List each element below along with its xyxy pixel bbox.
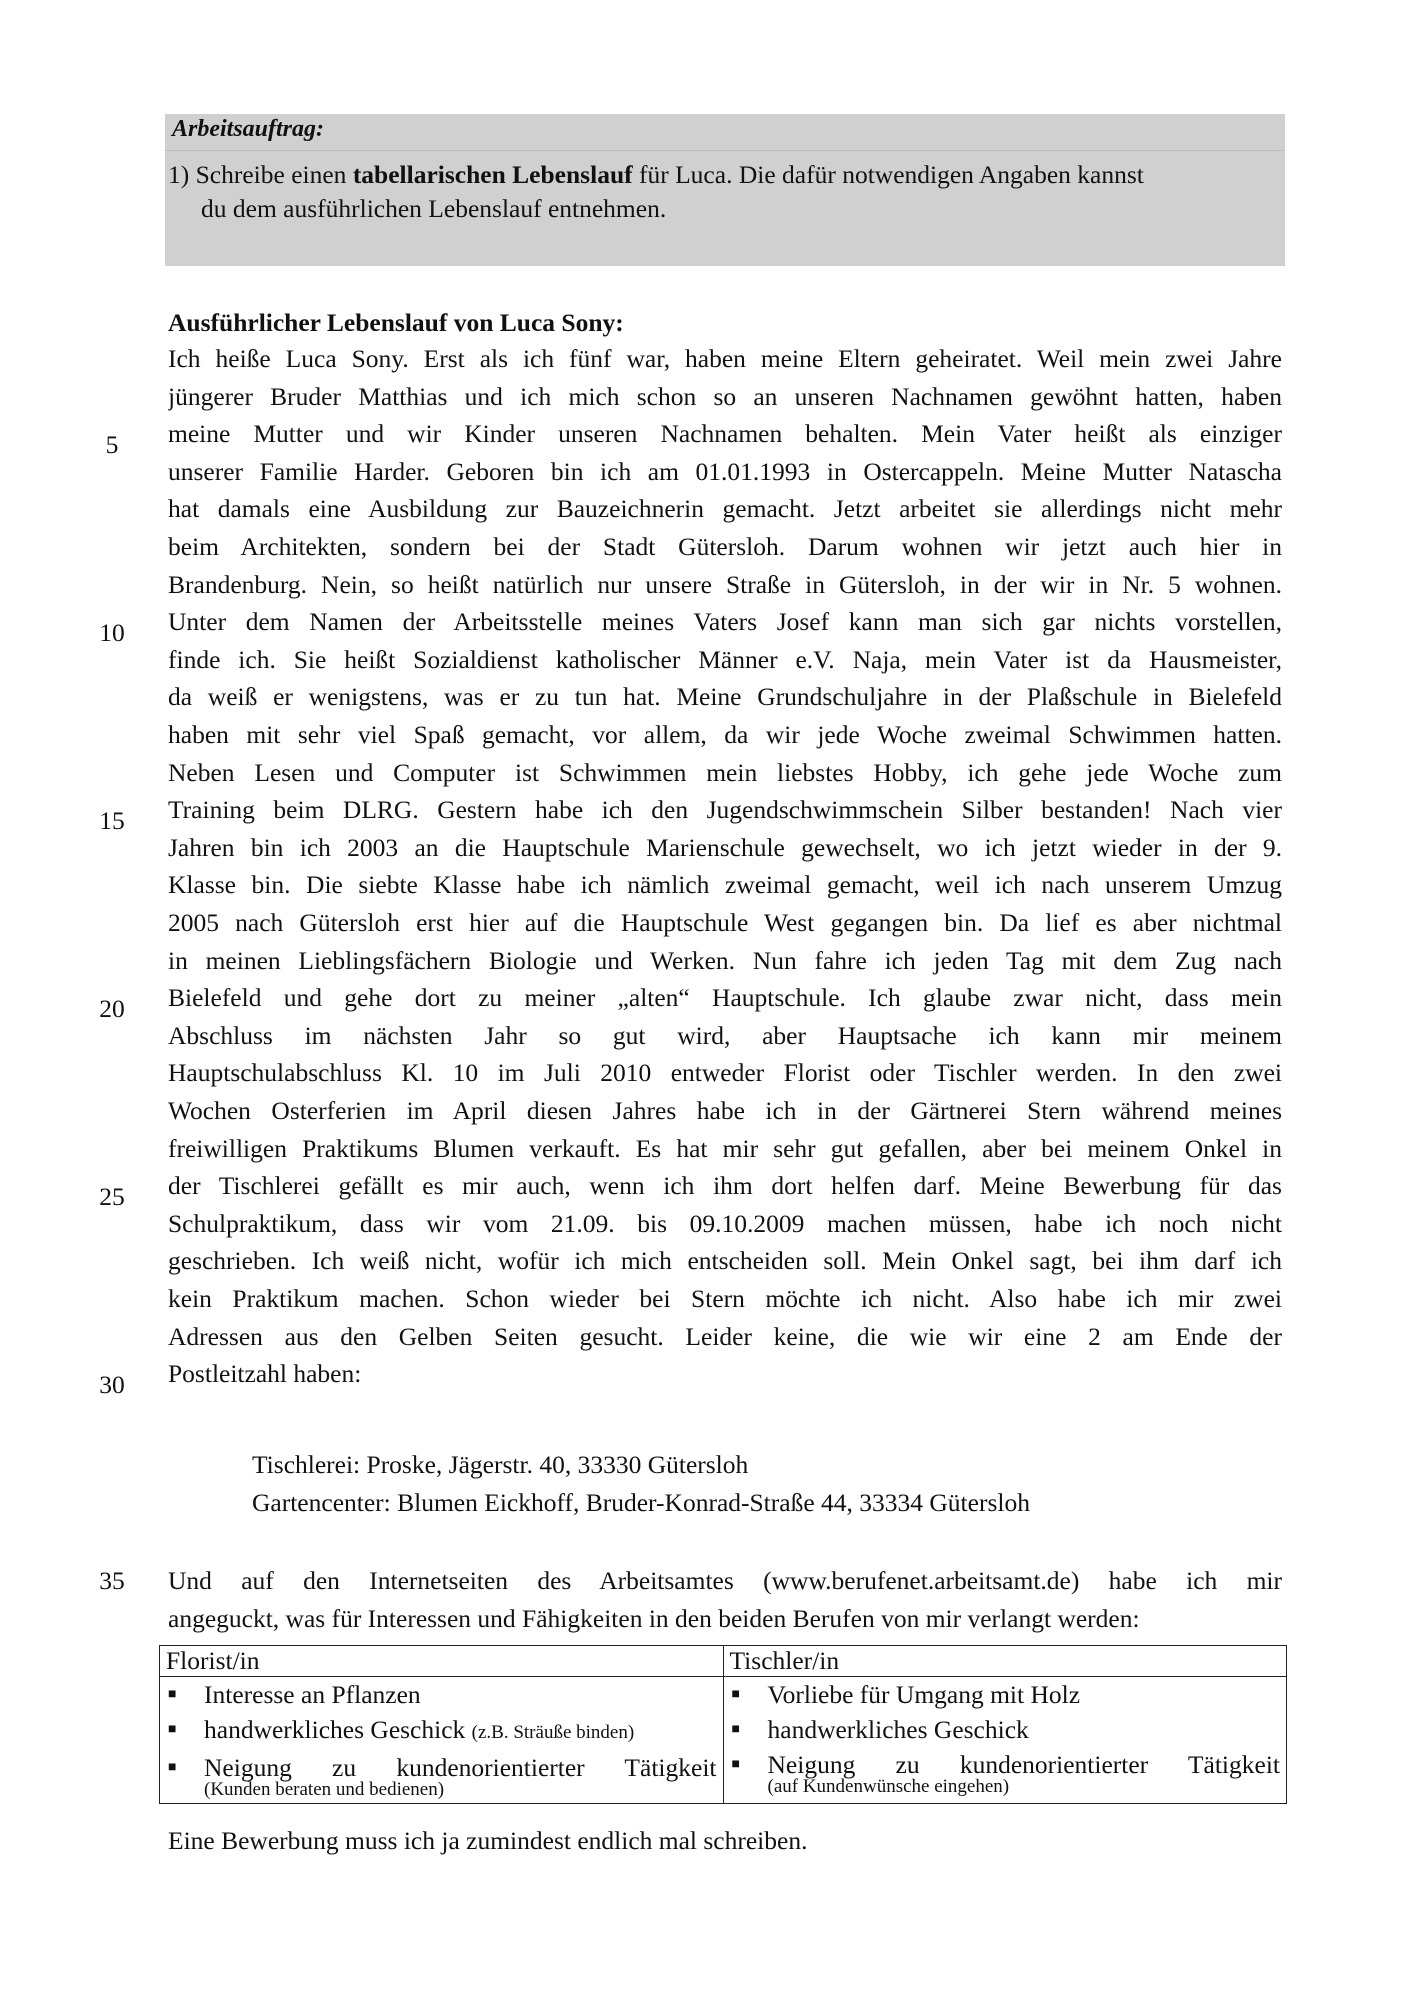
task-heading: Arbeitsauftrag: bbox=[172, 116, 325, 142]
line-number: 30 bbox=[99, 1370, 125, 1399]
bio-line: Hauptschulabschluss Kl. 10 im Juli 2010 entweder Florist oder Tischler werden. In den zwei bbox=[168, 1058, 1282, 1088]
skill-text: handwerkliches Geschick bbox=[767, 1715, 1029, 1744]
bio-line: unserer Familie Harder. Geboren bin ich am 01.01.1993 in Ostercappeln. Meine Mutter Natascha bbox=[168, 456, 1282, 486]
table-row bbox=[160, 1677, 1287, 1804]
skill-text bbox=[768, 1747, 1281, 1800]
line-number: 25 bbox=[99, 1182, 125, 1211]
bio-line: jüngerer Bruder Matthias und ich mich schon so an unseren Nachnamen gewöhnt hatten, haben bbox=[168, 381, 1282, 411]
bio-line: Klasse bin. Die siebte Klasse habe ich nämlich zweimal gemacht, weil ich nach unserem Umzug bbox=[168, 870, 1282, 900]
line-number: 15 bbox=[99, 806, 125, 835]
line-number: 20 bbox=[99, 994, 125, 1023]
bullet-icon: ■ bbox=[168, 1722, 177, 1737]
bio-line: Schulpraktikum, dass wir vom 21.09. bis 09.10.2009 machen müssen, habe ich noch nicht bbox=[168, 1208, 1282, 1238]
line-number: 10 bbox=[99, 618, 125, 647]
task-line-1-start: 1) Schreibe einen bbox=[168, 160, 353, 189]
bio-line: hat damals eine Ausbildung zur Bauzeichnerin gemacht. Jetzt arbeitet sie allerdings nicht mehr bbox=[168, 494, 1282, 524]
bio-line: Ich heiße Luca Sony. Erst als ich fünf war, haben meine Eltern geheiratet. Weil mein zwei Jahre bbox=[168, 344, 1282, 373]
tischler-cell bbox=[723, 1677, 1287, 1804]
skill-note: (Kunden beraten und bedienen) bbox=[204, 1779, 445, 1800]
bio-line: der Tischlerei gefällt es mir auch, wenn ich ihm dort helfen darf. Meine Bewerbung für das bbox=[168, 1171, 1282, 1201]
bio-line: Jahren bin ich 2003 an die Hauptschule Marienschule gewechselt, wo ich jetzt wieder in der 9. bbox=[168, 832, 1282, 862]
task-divider bbox=[165, 150, 1285, 151]
florist-cell bbox=[160, 1677, 724, 1804]
bio-line: 2005 nach Gütersloh erst hier auf die Hauptschule West gegangen bin. Da lief es aber nichtmal bbox=[168, 908, 1282, 937]
bio-line: finde ich. Sie heißt Sozialdienst katholischer Männer e.V. Naja, mein Vater ist da Hausmeister, bbox=[168, 644, 1282, 674]
task-line-2: du dem ausführlichen Lebenslauf entnehmen. bbox=[201, 194, 667, 223]
bio-line: geschrieben. Ich weiß nicht, wofür ich mich entscheiden soll. Mein Onkel sagt, bei ihm darf ich bbox=[168, 1246, 1282, 1276]
header-florist: Florist/in bbox=[160, 1646, 724, 1677]
address-tischlerei: Tischlerei: Proske, Jägerstr. 40, 33330 Gütersloh bbox=[252, 1450, 749, 1479]
list-item bbox=[730, 1677, 1281, 1712]
skill-main: Neigung zu kundenorientierter Tätigkeit bbox=[767, 1750, 1280, 1779]
bio-line: haben mit sehr viel Spaß gemacht, vor allem, da wir jede Woche zweimal Schwimmen hatten. bbox=[168, 720, 1282, 749]
task-line-1-end: für Luca. Die dafür notwendigen Angaben kannst bbox=[632, 160, 1144, 189]
bullet-icon: ■ bbox=[731, 1757, 740, 1772]
bullet-icon: ■ bbox=[168, 1687, 177, 1702]
skills-table bbox=[159, 1645, 1287, 1804]
list-item bbox=[166, 1712, 717, 1750]
list-item bbox=[730, 1712, 1281, 1747]
bio-line: Unter dem Namen der Arbeitsstelle meines Vaters Josef kann man sich gar nichts vorstellen, bbox=[168, 607, 1282, 637]
skill-main: handwerkliches Geschick bbox=[204, 1715, 466, 1744]
bio-line: beim Architekten, sondern bei der Stadt Gütersloh. Darum wohnen wir jetzt auch hier in bbox=[168, 532, 1282, 561]
table-header-row bbox=[160, 1646, 1287, 1677]
bullet-icon: ■ bbox=[731, 1687, 740, 1702]
header-tischler: Tischler/in bbox=[723, 1646, 1287, 1677]
skill-text bbox=[204, 1712, 717, 1750]
bio-title: Ausführlicher Lebenslauf von Luca Sony: bbox=[168, 308, 624, 337]
list-item bbox=[166, 1750, 717, 1803]
skill-main: Neigung zu kundenorientierter Tätigkeit bbox=[204, 1753, 717, 1782]
closing-line: Eine Bewerbung muss ich ja zumindest endlich mal schreiben. bbox=[168, 1826, 808, 1855]
bio-line: Postleitzahl haben: bbox=[168, 1359, 362, 1389]
list-item bbox=[730, 1747, 1281, 1800]
skill-note: (auf Kundenwünsche eingehen) bbox=[767, 1776, 1010, 1797]
line-number: 35 bbox=[99, 1566, 125, 1595]
bio-line: Brandenburg. Nein, so heißt natürlich nur unsere Straße in Gütersloh, in der wir in Nr. 5 wohnen. bbox=[168, 569, 1282, 599]
bio-line: Bielefeld und gehe dort zu meiner „alten“ Hauptschule. Ich glaube zwar nicht, dass mein bbox=[168, 983, 1282, 1013]
bullet-icon: ■ bbox=[731, 1722, 740, 1737]
bio-line: Neben Lesen und Computer ist Schwimmen mein liebstes Hobby, ich gehe jede Woche zum bbox=[168, 757, 1282, 787]
address-gartencenter: Gartencenter: Blumen Eickhoff, Bruder-Konrad-Straße 44, 33334 Gütersloh bbox=[252, 1488, 1030, 1517]
list-item bbox=[166, 1677, 717, 1712]
bio-line: Training beim DLRG. Gestern habe ich den Jugendschwimmschein Silber bestanden! Nach vier bbox=[168, 795, 1282, 825]
task-line-1 bbox=[168, 160, 1144, 190]
bio-line: da weiß er wenigstens, was er zu tun hat. Meine Grundschuljahre in der Plaßschule in Bielefeld bbox=[168, 682, 1282, 712]
skill-note: (z.B. Sträuße binden) bbox=[471, 1722, 635, 1743]
bio-line: meine Mutter und wir Kinder unseren Nachnamen behalten. Mein Vater heißt als einziger bbox=[168, 419, 1282, 449]
bio-line: freiwilligen Praktikums Blumen verkauft. Es hat mir sehr gut gefallen, aber bei meinem Onkel in bbox=[168, 1133, 1282, 1163]
task-line-1-bold: tabellarischen Lebenslauf bbox=[352, 160, 633, 189]
bio-line: Wochen Osterferien im April diesen Jahres habe ich in der Gärtnerei Stern während meines bbox=[168, 1096, 1282, 1125]
task-box bbox=[165, 114, 1285, 266]
line-number: 5 bbox=[105, 430, 119, 459]
bio-after-line-1: Und auf den Internetseiten des Arbeitsamtes (www.berufenet.arbeitsamt.de) habe ich mir bbox=[168, 1566, 1282, 1595]
skill-text: Vorliebe für Umgang mit Holz bbox=[767, 1680, 1081, 1709]
bio-line: in meinen Lieblingsfächern Biologie und Werken. Nun fahre ich jeden Tag mit dem Zug nach bbox=[168, 945, 1282, 975]
bio-after-line-2: angeguckt, was für Interessen und Fähigkeiten in den beiden Berufen von mir verlangt werden: bbox=[168, 1604, 1140, 1633]
bio-line: Abschluss im nächsten Jahr so gut wird, aber Hauptsache ich kann mir meinem bbox=[168, 1020, 1282, 1050]
skill-text: Interesse an Pflanzen bbox=[204, 1680, 421, 1709]
bullet-icon: ■ bbox=[168, 1760, 177, 1775]
bio-line: Adressen aus den Gelben Seiten gesucht. Leider keine, die wie wir eine 2 am Ende der bbox=[168, 1321, 1282, 1351]
skill-text bbox=[204, 1750, 717, 1803]
bio-line: kein Praktikum machen. Schon wieder bei Stern möchte ich nicht. Also habe ich mir zwei bbox=[168, 1284, 1282, 1313]
